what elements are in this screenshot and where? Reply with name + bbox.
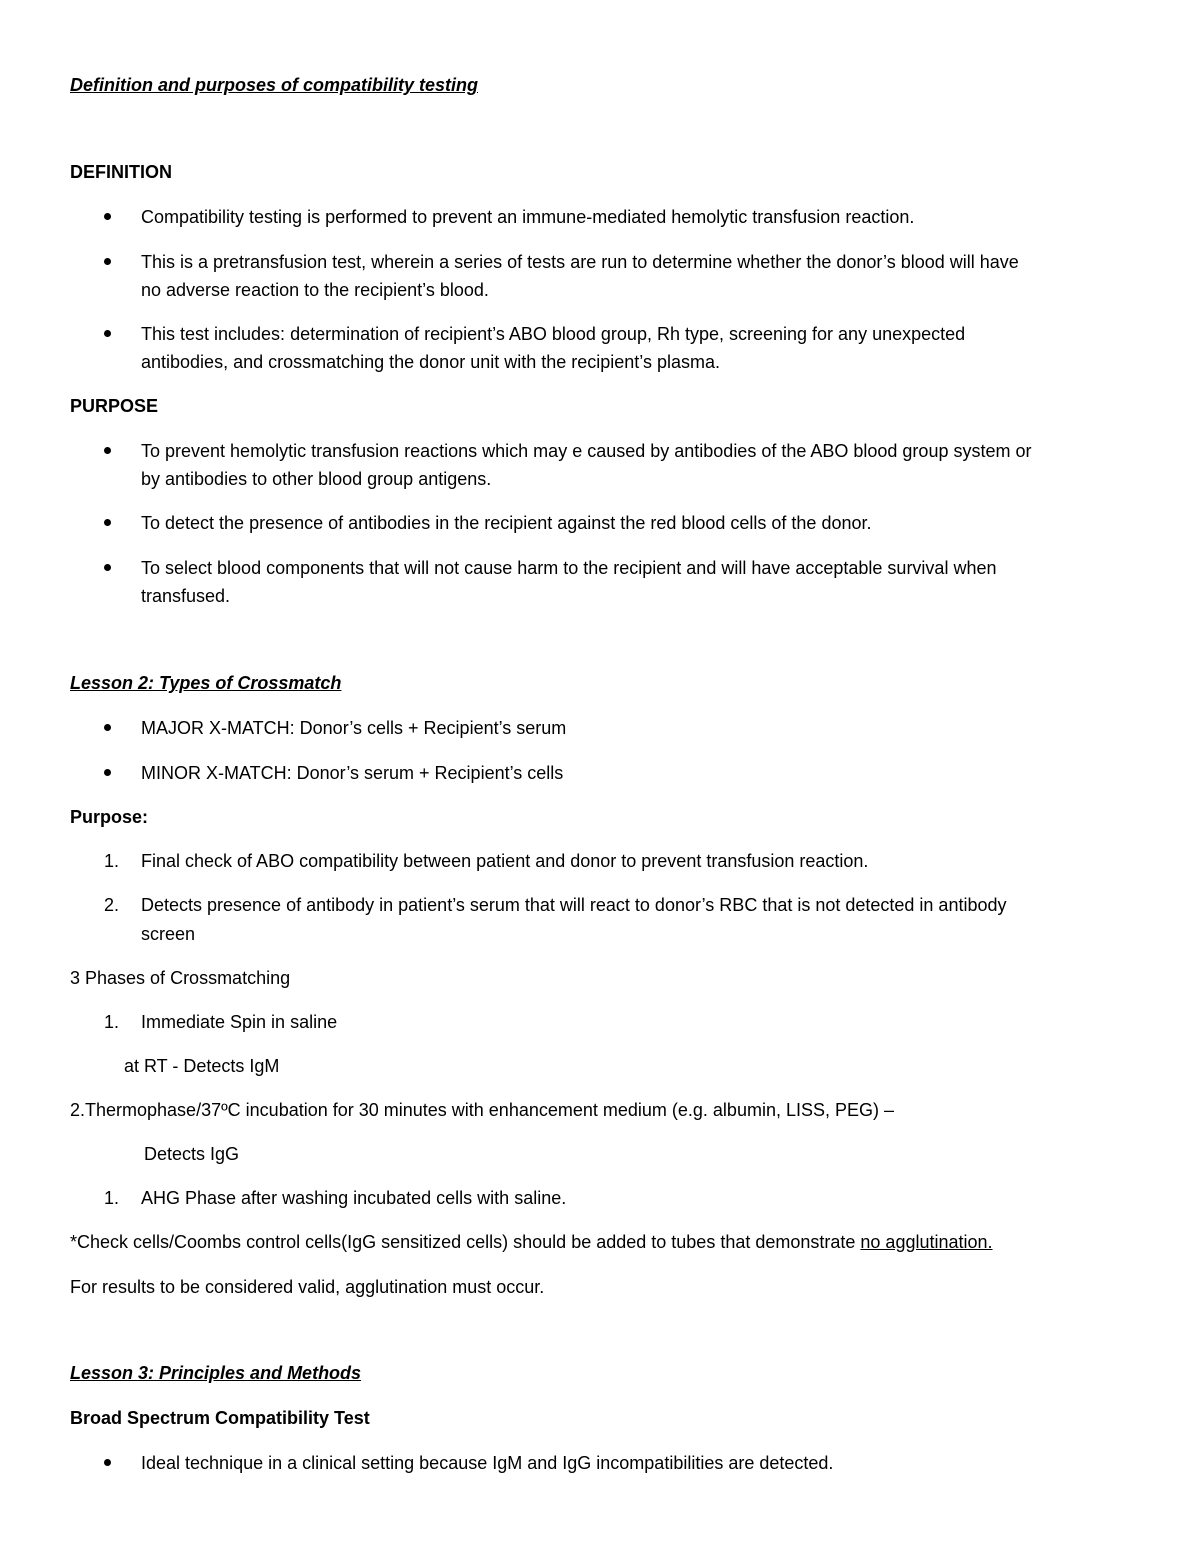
- check-cells-note: [70, 1230, 993, 1254]
- list-item: To select blood components that will not cause harm to the recipient and will have acceptable survival when: [141, 558, 997, 578]
- valid-results-note: For results to be considered valid, agglutination must occur.: [70, 1277, 545, 1297]
- list-item-major-xmatch: MAJOR X-MATCH: Donor’s cells + Recipient’s serum: [141, 718, 567, 738]
- list-item-continuation: by antibodies to other blood group antigens.: [141, 469, 492, 489]
- lesson3-title: Lesson 3: Principles and Methods: [70, 1363, 362, 1383]
- bullet-icon: [104, 769, 111, 776]
- no-agglutination-text: no agglutination.: [860, 1232, 993, 1252]
- phase-1-text: Immediate Spin in saline: [141, 1012, 338, 1032]
- bullet-icon: [104, 724, 111, 731]
- bullet-icon: [104, 258, 111, 265]
- list-item-continuation: screen: [141, 924, 196, 944]
- list-number: 1.: [104, 1188, 120, 1208]
- list-item-continuation: transfused.: [141, 586, 231, 606]
- list-number: 1.: [104, 851, 120, 871]
- phase-3-text: AHG Phase after washing incubated cells with saline.: [141, 1188, 567, 1208]
- list-item-continuation: no adverse reaction to the recipient’s blood.: [141, 280, 489, 300]
- phase-2-note: Detects IgG: [144, 1144, 240, 1164]
- list-item: This test includes: determination of recipient’s ABO blood group, Rh type, screening for any unexpected: [141, 324, 966, 344]
- bullet-icon: [104, 519, 111, 526]
- list-item: This is a pretransfusion test, wherein a series of tests are run to determine whether the donor’s blood will have: [141, 252, 1019, 272]
- list-item: To prevent hemolytic transfusion reactions which may e caused by antibodies of the ABO blood group system or: [141, 441, 1032, 461]
- list-item-continuation: antibodies, and crossmatching the donor unit with the recipient’s plasma.: [141, 352, 720, 372]
- phases-heading: 3 Phases of Crossmatching: [70, 968, 291, 988]
- bullet-icon: [104, 564, 111, 571]
- definition-heading: DEFINITION: [70, 162, 172, 182]
- lesson2-title: Lesson 2: Types of Crossmatch: [70, 673, 342, 693]
- list-item-minor-xmatch: MINOR X-MATCH: Donor’s serum + Recipient’s cells: [141, 763, 564, 783]
- list-item: Ideal technique in a clinical setting because IgM and IgG incompatibilities are detected.: [141, 1453, 834, 1473]
- list-item: Final check of ABO compatibility between patient and donor to prevent transfusion reaction.: [141, 851, 869, 871]
- phase-2-text: 2.Thermophase/37ºC incubation for 30 minutes with enhancement medium (e.g. albumin, LISS, PEG) –: [70, 1100, 895, 1120]
- bullet-icon: [104, 447, 111, 454]
- bullet-icon: [104, 330, 111, 337]
- broad-spectrum-heading: Broad Spectrum Compatibility Test: [70, 1408, 370, 1428]
- list-item: To detect the presence of antibodies in the recipient against the red blood cells of the donor.: [141, 513, 872, 533]
- phase-1-note: at RT - Detects IgM: [124, 1056, 280, 1076]
- purpose-heading: PURPOSE: [70, 396, 159, 416]
- lesson1-title: Definition and purposes of compatibility testing: [70, 75, 479, 95]
- check-cells-text: *Check cells/Coombs control cells(IgG sensitized cells) should be added to tubes that demonstrate: [70, 1232, 861, 1252]
- bullet-icon: [104, 213, 111, 220]
- list-number: 2.: [104, 895, 120, 915]
- list-item: Compatibility testing is performed to prevent an immune-mediated hemolytic transfusion reaction.: [141, 207, 915, 227]
- list-item: Detects presence of antibody in patient’s serum that will react to donor’s RBC that is not detected in antibody: [141, 895, 1007, 915]
- lesson2-purpose-heading: Purpose:: [70, 807, 149, 827]
- list-number: 1.: [104, 1012, 120, 1032]
- bullet-icon: [104, 1459, 111, 1466]
